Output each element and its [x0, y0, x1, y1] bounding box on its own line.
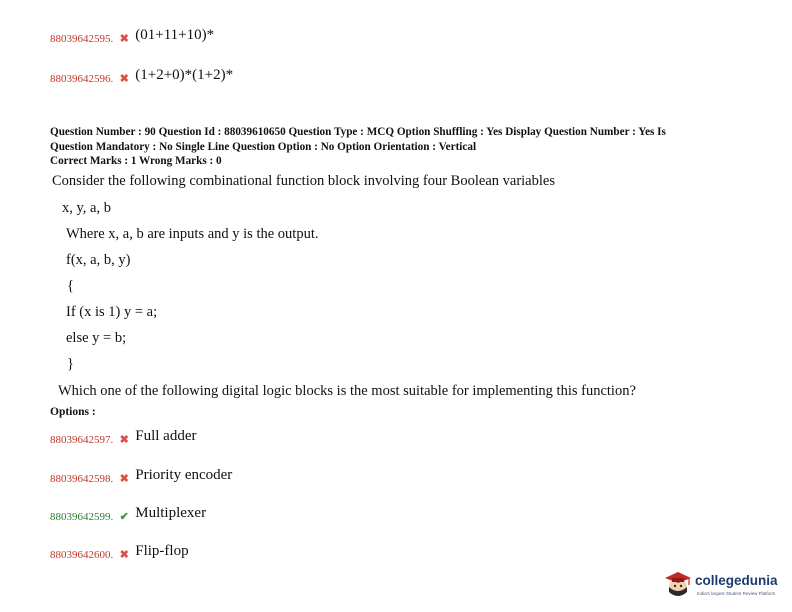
cross-icon: ✖ [119, 33, 129, 45]
logo-name: collegedunia [695, 573, 778, 588]
logo-tagline: India's largest Student Review Platform [697, 591, 776, 596]
option-text: Flip-flop [135, 543, 189, 559]
option-id: 88039642600. [50, 549, 114, 561]
open-brace: { [67, 278, 74, 294]
cross-icon: ✖ [119, 434, 129, 446]
question-meta-line-1: Question Number : 90 Question Id : 88039610650 Question Type : MCQ Option Shuffling : Yes Display Question Number : Yes Is [50, 126, 666, 138]
cross-icon: ✖ [119, 549, 129, 561]
option-1 [50, 428, 197, 448]
question-text: Consider the following combinational function block involving four Boolean variables [52, 173, 555, 189]
variables-line: x, y, a, b [62, 200, 111, 216]
question-meta-line-2: Question Mandatory : No Single Line Question Option : No Option Orientation : Vertical [50, 140, 477, 153]
option-4 [50, 543, 189, 563]
prev-option-2 [50, 67, 234, 87]
check-icon: ✔ [119, 511, 129, 523]
question-prompt: Which one of the following digital logic blocks is the most suitable for implementing this function? [58, 383, 636, 399]
option-text: Multiplexer [135, 505, 207, 521]
option-id: 88039642596. [50, 73, 114, 85]
cross-icon: ✖ [119, 73, 129, 85]
graduate-cap-icon [664, 570, 692, 600]
collegedunia-logo[interactable] [664, 568, 788, 604]
option-2 [50, 467, 233, 487]
option-text: Full adder [135, 428, 197, 444]
else-statement: else y = b; [66, 330, 127, 346]
option-text: (1+2+0)*(1+2)* [135, 67, 234, 83]
prev-option-1 [50, 27, 215, 47]
io-description: Where x, a, b are inputs and y is the output. [66, 226, 319, 242]
cross-icon: ✖ [119, 473, 129, 485]
option-id: 88039642597. [50, 434, 114, 446]
function-signature: f(x, a, b, y) [66, 252, 131, 268]
close-brace: } [67, 356, 74, 372]
option-text: Priority encoder [135, 467, 233, 483]
option-id: 88039642598. [50, 473, 114, 485]
if-statement: If (x is 1) y = a; [66, 304, 158, 320]
option-3 [50, 505, 207, 525]
option-id: 88039642599. [50, 511, 114, 523]
option-text: (01+11+10)* [135, 27, 215, 43]
question-meta [50, 125, 750, 169]
option-id: 88039642595. [50, 33, 114, 45]
options-label: Options : [50, 406, 96, 418]
marks-line: Correct Marks : 1 Wrong Marks : 0 [50, 155, 222, 167]
